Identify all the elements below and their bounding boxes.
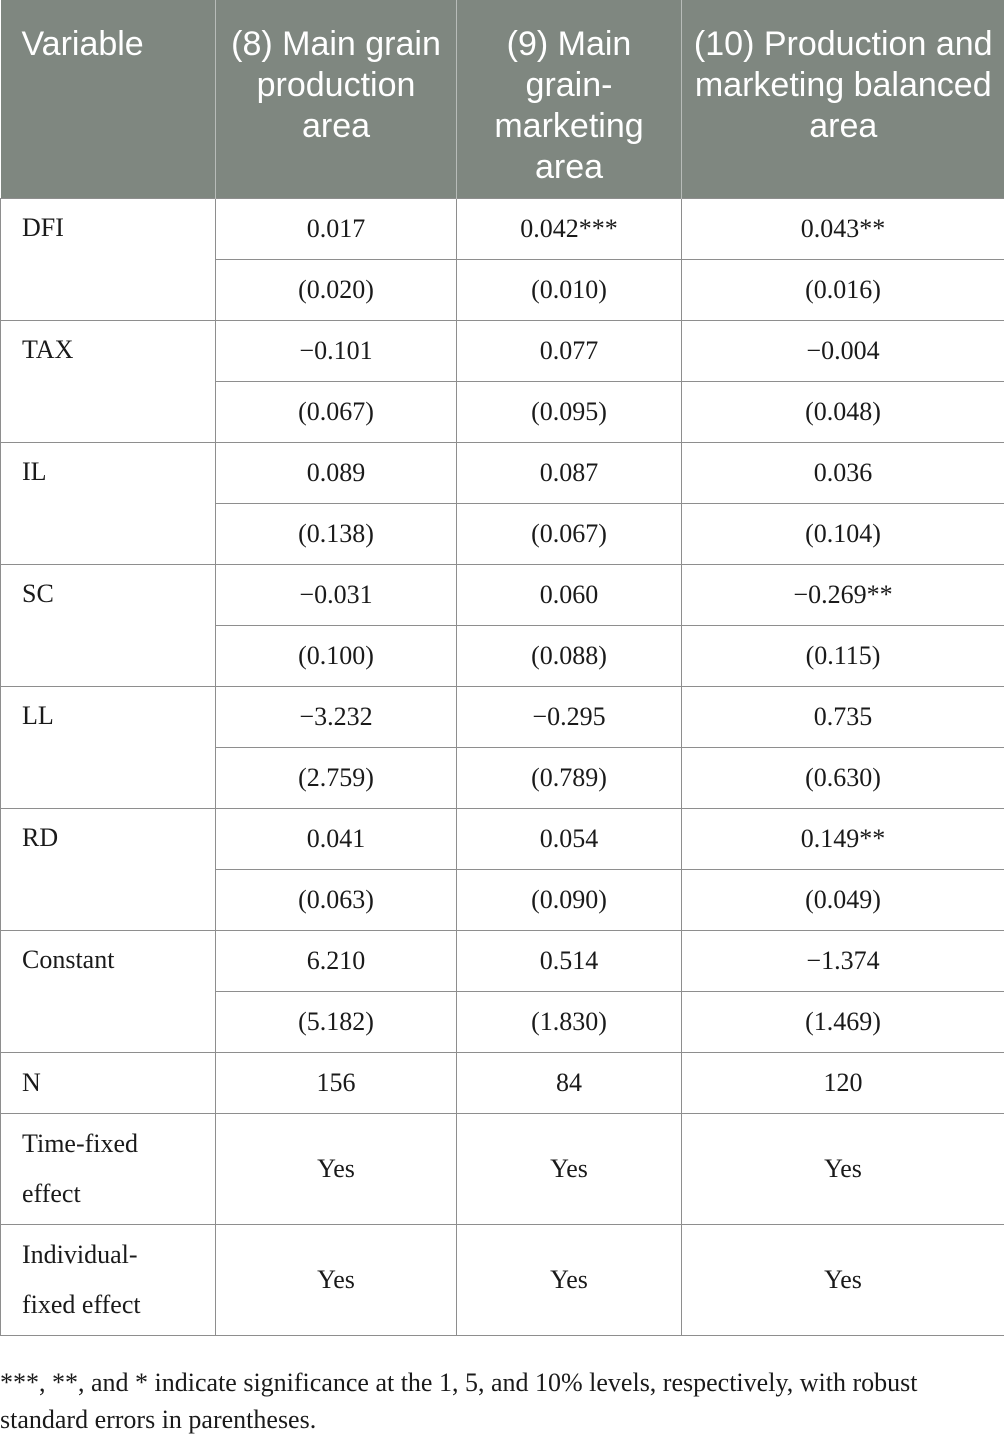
- standard-error-cell: (0.090): [457, 870, 682, 931]
- standard-error-cell: (0.789): [457, 748, 682, 809]
- standard-error-cell: (5.182): [216, 992, 457, 1053]
- coefficient-cell: 0.043**: [682, 199, 1004, 260]
- coefficient-cell: 0.054: [457, 809, 682, 870]
- coefficient-cell: −0.269**: [682, 565, 1004, 626]
- observations-cell: 120: [682, 1053, 1004, 1114]
- table-row: [1, 687, 1004, 748]
- standard-error-cell: (2.759): [216, 748, 457, 809]
- table-row: [1, 321, 1004, 382]
- observations-cell: 156: [216, 1053, 457, 1114]
- variable-label-line: Time-fixed: [22, 1129, 139, 1158]
- standard-error-cell: (0.630): [682, 748, 1004, 809]
- coefficient-cell: 0.077: [457, 321, 682, 382]
- coefficient-cell: −0.101: [216, 321, 457, 382]
- coefficient-cell: 0.041: [216, 809, 457, 870]
- table-body: [1, 199, 1004, 1336]
- table-row: [1, 931, 1004, 992]
- variable-label-line: fixed effect: [22, 1290, 141, 1319]
- variable-label-line: Individual-: [22, 1240, 138, 1269]
- coefficient-cell: 6.210: [216, 931, 457, 992]
- observations-cell: 84: [457, 1053, 682, 1114]
- table-row: [1, 199, 1004, 260]
- fixed-effect-cell: Yes: [457, 1114, 682, 1225]
- coefficient-cell: 0.087: [457, 443, 682, 504]
- coefficient-cell: −0.295: [457, 687, 682, 748]
- table-row: [1, 1225, 1004, 1336]
- variable-cell: [1, 1225, 216, 1336]
- standard-error-cell: (0.138): [216, 504, 457, 565]
- standard-error-cell: (0.020): [216, 260, 457, 321]
- variable-label-line: effect: [22, 1179, 81, 1208]
- table-row: [1, 443, 1004, 504]
- header-main-grain-production-area: (8) Main grain production area: [216, 0, 457, 199]
- standard-error-cell: (0.104): [682, 504, 1004, 565]
- variable-cell: DFI: [1, 199, 216, 321]
- coefficient-cell: 0.089: [216, 443, 457, 504]
- variable-cell: IL: [1, 443, 216, 565]
- table-footnote: ***, **, and * indicate significance at the 1, 5, and 10% levels, respectively, with robust standard errors in parentheses.: [0, 1368, 918, 1434]
- variable-cell: TAX: [1, 321, 216, 443]
- header-variable: Variable: [1, 0, 216, 199]
- variable-cell: SC: [1, 565, 216, 687]
- standard-error-cell: (0.067): [216, 382, 457, 443]
- coefficient-cell: 0.149**: [682, 809, 1004, 870]
- standard-error-cell: (0.049): [682, 870, 1004, 931]
- standard-error-cell: (0.095): [457, 382, 682, 443]
- fixed-effect-cell: Yes: [682, 1225, 1004, 1336]
- standard-error-cell: (0.063): [216, 870, 457, 931]
- table-row: [1, 565, 1004, 626]
- coefficient-cell: 0.036: [682, 443, 1004, 504]
- variable-cell: LL: [1, 687, 216, 809]
- coefficient-cell: 0.042***: [457, 199, 682, 260]
- variable-cell: [1, 1114, 216, 1225]
- standard-error-cell: (1.469): [682, 992, 1004, 1053]
- variable-cell: RD: [1, 809, 216, 931]
- coefficient-cell: 0.060: [457, 565, 682, 626]
- coefficient-cell: 0.735: [682, 687, 1004, 748]
- table-row: [1, 1053, 1004, 1114]
- standard-error-cell: (0.016): [682, 260, 1004, 321]
- fixed-effect-cell: Yes: [682, 1114, 1004, 1225]
- standard-error-cell: (0.115): [682, 626, 1004, 687]
- coefficient-cell: 0.514: [457, 931, 682, 992]
- coefficient-cell: −0.004: [682, 321, 1004, 382]
- standard-error-cell: (1.830): [457, 992, 682, 1053]
- standard-error-cell: (0.010): [457, 260, 682, 321]
- standard-error-cell: (0.100): [216, 626, 457, 687]
- standard-error-cell: (0.067): [457, 504, 682, 565]
- variable-cell: Constant: [1, 931, 216, 1053]
- table-row: [1, 809, 1004, 870]
- table-row: [1, 1114, 1004, 1225]
- header-balanced-area: (10) Production and marketing balanced area: [682, 0, 1004, 199]
- standard-error-cell: (0.048): [682, 382, 1004, 443]
- header-main-grain-marketing-area: (9) Main grain-marketing area: [457, 0, 682, 199]
- coefficient-cell: −0.031: [216, 565, 457, 626]
- coefficient-cell: −1.374: [682, 931, 1004, 992]
- coefficient-cell: −3.232: [216, 687, 457, 748]
- header-row: [1, 0, 1004, 199]
- fixed-effect-cell: Yes: [457, 1225, 682, 1336]
- variable-cell: N: [1, 1053, 216, 1114]
- standard-error-cell: (0.088): [457, 626, 682, 687]
- coefficient-cell: 0.017: [216, 199, 457, 260]
- fixed-effect-cell: Yes: [216, 1114, 457, 1225]
- fixed-effect-cell: Yes: [216, 1225, 457, 1336]
